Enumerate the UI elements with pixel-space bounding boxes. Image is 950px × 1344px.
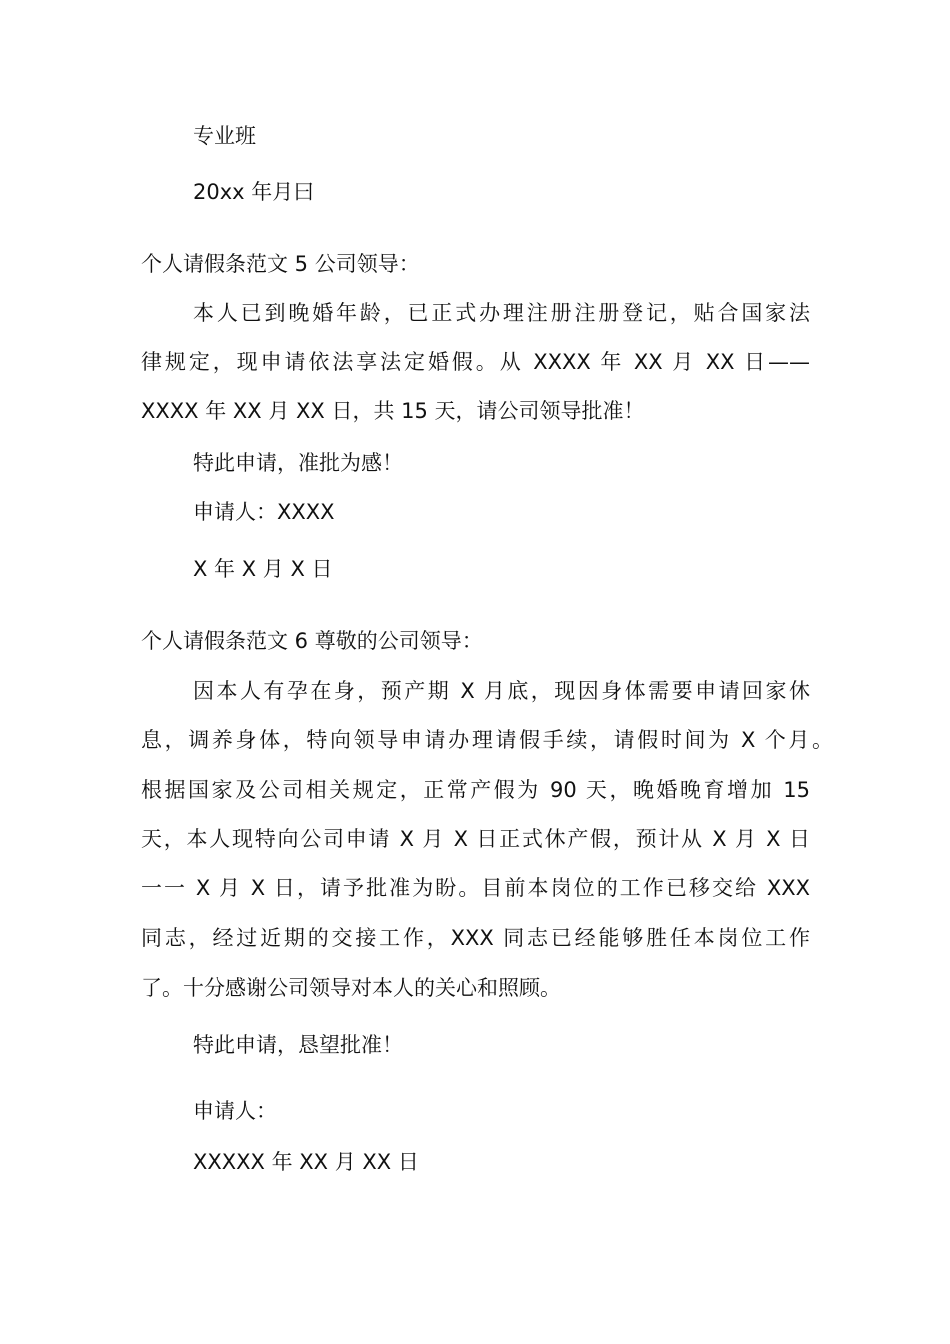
sample6-body-line-4: 天，本人现特向公司申请 X 月 X 日正式休产假，预计从 X 月 X 日 xyxy=(141,827,810,851)
sample6-body-line-1: 因本人有孕在身，预产期 X 月底，现因身体需要申请回家休 xyxy=(193,679,810,703)
sample5-applicant: 申请人：XXXX xyxy=(193,500,335,524)
sample5-body-line-3: XXXX 年 XX 月 XX 日，共 15 天，请公司领导批准！ xyxy=(141,399,645,423)
major-class-line: 专业班 xyxy=(193,124,256,148)
sample5-body-line-2: 律规定，现申请依法享法定婚假。从 XXXX 年 XX 月 XX 日—— xyxy=(141,350,810,374)
sample6-body-line-5: 一一 X 月 X 日，请予批准为盼。目前本岗位的工作已移交给 XXX xyxy=(141,876,810,900)
sample5-date: X 年 X 月 X 日 xyxy=(193,557,333,581)
sample5-heading: 个人请假条范文 5 公司领导： xyxy=(141,252,420,276)
sample5-body-line-1: 本人已到晚婚年龄，已正式办理注册注册登记，贴合国家法 xyxy=(193,301,810,325)
sample6-heading: 个人请假条范文 6 尊敬的公司领导： xyxy=(141,629,483,653)
sample6-body-line-3: 根据国家及公司相关规定，正常产假为 90 天，晚婚晚育增加 15 xyxy=(141,778,810,802)
sample6-body-line-7: 了。十分感谢公司领导对本人的关心和照顾。 xyxy=(141,976,561,1000)
sample6-closing: 特此申请，恳望批准！ xyxy=(193,1033,403,1057)
header-date: 20xx 年月曰 xyxy=(193,180,315,204)
sample6-body-line-2: 息，调养身体，特向领导申请办理请假手续，请假时间为 X 个月。 xyxy=(141,728,833,752)
sample6-body-line-6: 同志，经过近期的交接工作，XXX 同志已经能够胜任本岗位工作 xyxy=(141,926,810,950)
sample6-date: XXXXX 年 XX 月 XX 日 xyxy=(193,1150,419,1174)
sample5-closing: 特此申请，准批为感！ xyxy=(193,451,403,475)
sample6-applicant: 申请人： xyxy=(193,1099,277,1123)
